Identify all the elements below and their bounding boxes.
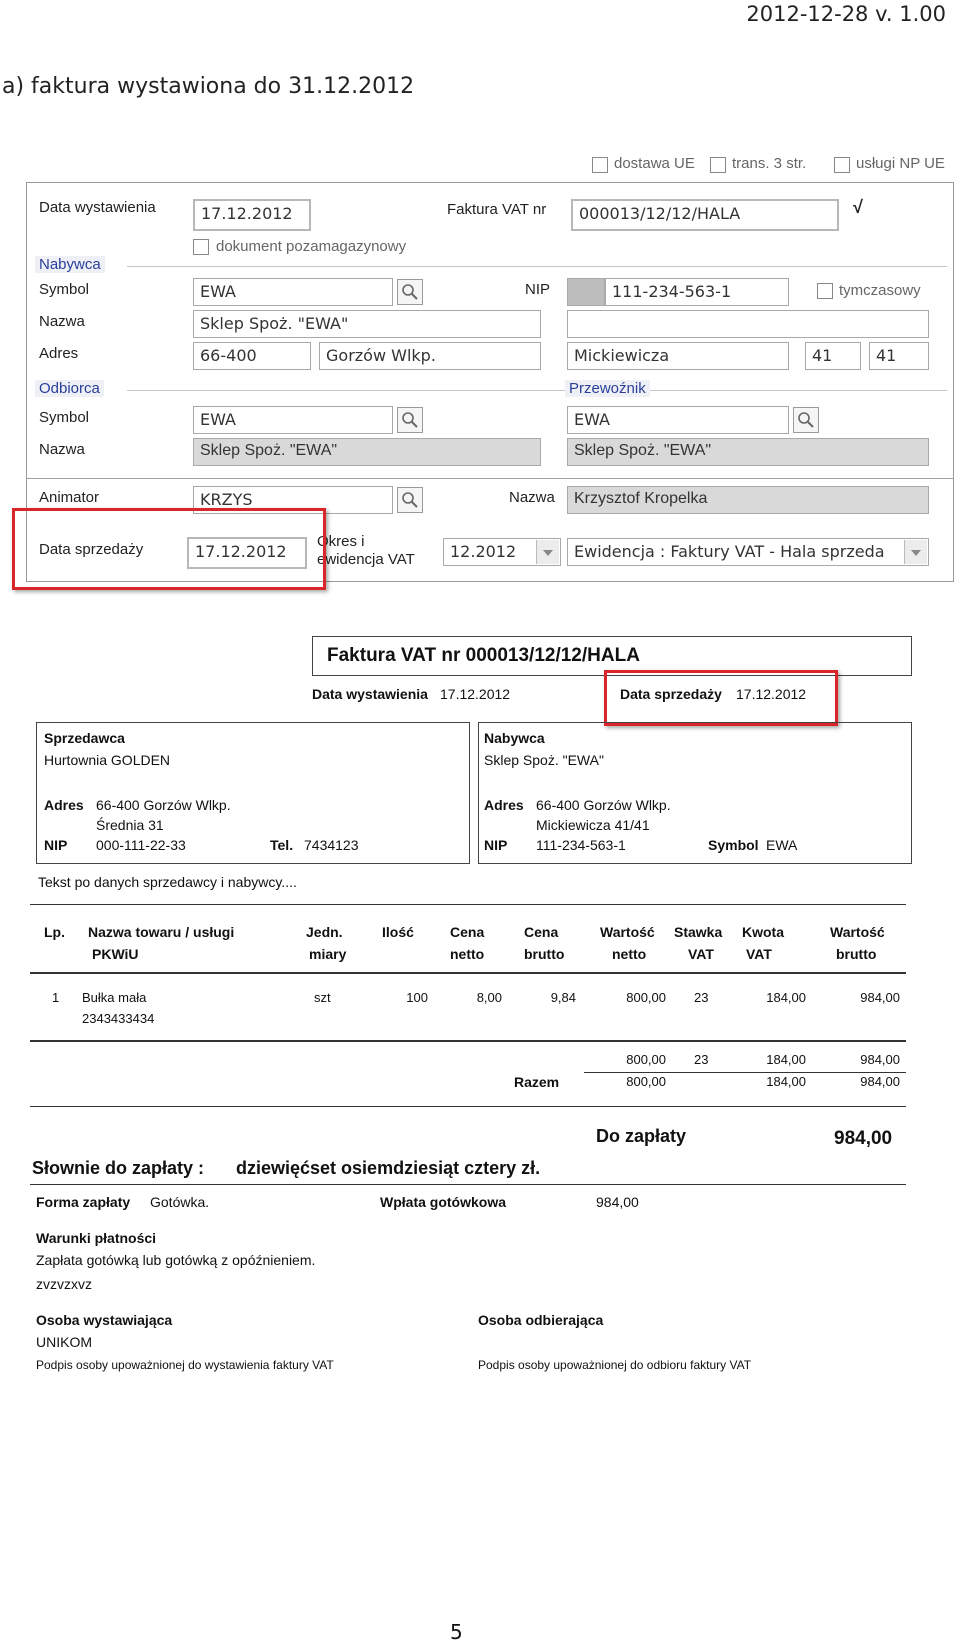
nabywca-name: Sklep Spoż. "EWA" [484,752,604,768]
inv-data-sprzedazy: 17.12.2012 [736,686,807,702]
row-nazwa: Bułka mała [82,990,147,1005]
row-cena-brutto: 9,84 [550,990,576,1005]
data-wystawienia-input[interactable]: 17.12.2012 [193,199,311,231]
nabywca-heading: Nabywca [484,730,545,746]
row-pkwiu: 2343433434 [82,1011,155,1026]
tymczasowy-checkbox[interactable] [817,283,833,299]
trans-3-str-checkbox[interactable] [710,157,726,173]
nabywca-nazwa2-input[interactable] [567,310,929,338]
row-ilosc: 100 [406,990,428,1005]
osoba-wystawiajaca-label: Osoba wystawiająca [36,1312,173,1328]
inv-data-wystawienia: 17.12.2012 [440,686,511,702]
razem-rule [584,1072,906,1073]
nabywca-symbol-label: Symbol [39,281,90,298]
col-miary: miary [309,946,347,962]
highlight-data-sprzedazy-form [12,508,326,590]
nabywca-adres2: Mickiewicza 41/41 [536,817,650,833]
razem-kwota: 184,00 [766,1074,806,1089]
faktura-vat-nr-label: Faktura VAT nr [447,201,547,218]
sprzedawca-adres1: 66-400 Gorzów Wlkp. [96,797,231,813]
table-top-rule [30,904,906,905]
slownie-rule [30,1184,906,1185]
trans-3-str-label: trans. 3 str. [732,155,807,172]
data-sprzedazy-label: Data sprzedaży [39,541,144,558]
ewidencja-value: Ewidencja : Faktury VAT - Hala sprzeda [574,542,885,561]
totals-rule [30,1106,906,1107]
col-wartosc-brutto: Wartość [830,924,885,940]
tymczasowy-label: tymczasowy [839,282,921,299]
wplata-label: Wpłata gotówkowa [380,1194,506,1210]
osoba-odbierajaca-label: Osoba odbierająca [478,1312,604,1328]
uslugi-np-ue-checkbox[interactable] [834,157,850,173]
col-kwota: Kwota [742,924,784,940]
razem-wartosc-netto: 800,00 [626,1074,666,1089]
animator-search-icon[interactable] [397,487,423,513]
col-lp: Lp. [44,924,65,940]
dokument-pozamagazynowy-label: dokument pozamagazynowy [216,238,407,255]
nip-prefix [567,278,605,306]
warunki-extra: zvzvzxvz [36,1276,92,1292]
row-wartosc-brutto: 984,00 [860,990,900,1005]
nabywca-search-icon[interactable] [397,279,423,305]
row-kwota: 184,00 [766,990,806,1005]
col-stawka: Stawka [674,924,723,940]
adres-kod-input[interactable]: 66-400 [193,342,311,370]
row-stawka: 23 [694,990,709,1005]
animator-nazwa-input[interactable]: Krzysztof Kropelka [567,486,929,514]
odbiorca-symbol-label: Symbol [39,409,90,426]
col-ilosc: Ilość [382,924,414,940]
tekst-po-danych: Tekst po danych sprzedawcy i nabywcy.... [38,874,297,890]
przewoznik-nazwa-input[interactable]: Sklep Spoż. "EWA" [567,438,929,466]
uslugi-np-ue-label: usługi NP UE [856,155,945,172]
col-wartosc-netto2: netto [612,946,647,962]
do-zaplaty-value: 984,00 [834,1128,893,1149]
sprzedawca-nip-label: NIP [44,837,68,853]
ewidencja-dropdown-icon[interactable] [904,540,927,564]
nabywca-adres1: 66-400 Gorzów Wlkp. [536,797,671,813]
sprzedawca-nip: 000-111-22-33 [96,837,186,853]
animator-nazwa-label: Nazwa [509,489,555,506]
row-jedn: szt [314,990,331,1005]
summary-stawka: 23 [694,1052,709,1067]
okres-dropdown-icon[interactable] [536,540,559,564]
odbiorca-nazwa-label: Nazwa [39,441,85,458]
odbiorca-search-icon[interactable] [397,407,423,433]
col-nazwa: Nazwa towaru / usługi [88,924,235,940]
animator-label: Animator [39,489,100,506]
przewoznik-search-icon[interactable] [793,407,819,433]
section-title: a) faktura wystawiona do 31.12.2012 [2,74,415,99]
adres-nr1-input[interactable]: 41 [805,342,861,370]
adres-label: Adres [39,345,79,362]
summary-kwota: 184,00 [766,1052,806,1067]
nabywca-nip: 111-234-563-1 [536,837,626,853]
okres-ewidencja-label: Okres i ewidencja VAT [317,533,415,568]
wplata-value: 984,00 [596,1194,639,1210]
nabywca-symbol-label: Symbol [708,837,759,853]
table-header-rule [30,972,906,974]
col-pkwiu: PKWiU [92,946,139,962]
nip-input[interactable]: 111-234-563-1 [605,278,789,306]
sprzedawca-adres-label: Adres [44,797,84,813]
adres-miasto-input[interactable]: Gorzów Wlkp. [319,342,541,370]
data-wystawienia-label: Data wystawienia [39,199,156,216]
data-sprzedazy-input[interactable]: 17.12.2012 [187,537,307,569]
inv-data-wystawienia-label: Data wystawienia [312,686,428,702]
row-lp: 1 [52,990,60,1005]
adres-nr2-input[interactable]: 41 [869,342,929,370]
animator-input[interactable]: KRZYS [193,486,393,514]
col-cena-brutto2: brutto [524,946,565,962]
slownie-label: Słownie do zapłaty : [32,1158,205,1178]
col-kwota2: VAT [746,946,772,962]
sprzedawca-adres2: Średnia 31 [96,817,164,833]
odbiorca-nazwa-input[interactable]: Sklep Spoż. "EWA" [193,438,541,466]
dostawa-ue-label: dostawa UE [614,155,695,172]
document-version: 2012-12-28 v. 1.00 [746,2,946,26]
slownie-value: dziewięćset osiemdziesiąt cztery zł. [236,1158,541,1178]
sprzedawca-tel-label: Tel. [270,837,294,853]
odbiorca-symbol-input[interactable]: EWA [193,406,393,434]
razem-label: Razem [514,1074,560,1090]
adres-ulica-input[interactable]: Mickiewicza [567,342,789,370]
row-cena-netto: 8,00 [476,990,502,1005]
forma-zaplaty-label: Forma zapłaty [36,1194,131,1210]
nabywca-section: Nabywca [35,256,105,273]
dokument-pozamagazynowy-checkbox[interactable] [193,239,209,255]
nabywca-symbol: EWA [766,837,798,853]
row-wartosc-netto: 800,00 [626,990,666,1005]
warunki-label: Warunki płatności [36,1230,157,1246]
col-cena-netto2: netto [450,946,485,962]
dostawa-ue-checkbox[interactable] [592,157,608,173]
sprzedawca-tel: 7434123 [304,837,359,853]
col-jedn: Jedn. [306,924,343,940]
check-mark-icon: √ [853,197,863,217]
podpis-wystawienia: Podpis osoby upoważnionej do wystawienia faktury VAT [36,1358,334,1372]
nip-label: NIP [525,281,551,298]
odbiorca-section: Odbiorca [35,380,104,397]
sprzedawca-name: Hurtownia GOLDEN [44,752,171,768]
osoba-wystawiajaca-value: UNIKOM [36,1334,92,1350]
nabywca-nip-label: NIP [484,837,508,853]
okres-value: 12.2012 [450,542,517,561]
nabywca-nazwa-input[interactable]: Sklep Spoż. "EWA" [193,310,541,338]
razem-wartosc-brutto: 984,00 [860,1074,900,1089]
col-cena-brutto: Cena [524,924,559,940]
col-cena-netto: Cena [450,924,485,940]
summary-wartosc-netto: 800,00 [626,1052,666,1067]
col-wartosc-netto: Wartość [600,924,655,940]
nabywca-nazwa-label: Nazwa [39,313,85,330]
podpis-odbioru: Podpis osoby upoważnionej do odbioru faktury VAT [478,1358,752,1372]
ewidencja-select[interactable] [567,538,929,566]
col-stawka2: VAT [688,946,714,962]
przewoznik-symbol-input[interactable]: EWA [567,406,789,434]
przewoznik-section: Przewoźnik [565,380,650,397]
nabywca-adres-label: Adres [484,797,524,813]
highlight-data-sprzedazy-invoice [604,670,838,726]
forma-zaplaty-value: Gotówka. [150,1194,210,1210]
summary-wartosc-brutto: 984,00 [860,1052,900,1067]
sprzedawca-heading: Sprzedawca [44,730,125,746]
col-wartosc-brutto2: brutto [836,946,877,962]
okres-select[interactable] [443,538,561,566]
warunki-value: Zapłata gotówką lub gotówką z opóźnieniem. [36,1252,316,1268]
faktura-vat-nr-input[interactable]: 000013/12/12/HALA [571,199,839,231]
do-zaplaty-label: Do zapłaty [596,1126,687,1146]
nabywca-symbol-input[interactable]: EWA [193,278,393,306]
table-body-rule [30,1040,906,1042]
page-number: 5 [450,1620,463,1644]
invoice-title: Faktura VAT nr 000013/12/12/HALA [327,645,640,666]
inv-data-sprzedazy-label: Data sprzedaży [620,686,722,702]
